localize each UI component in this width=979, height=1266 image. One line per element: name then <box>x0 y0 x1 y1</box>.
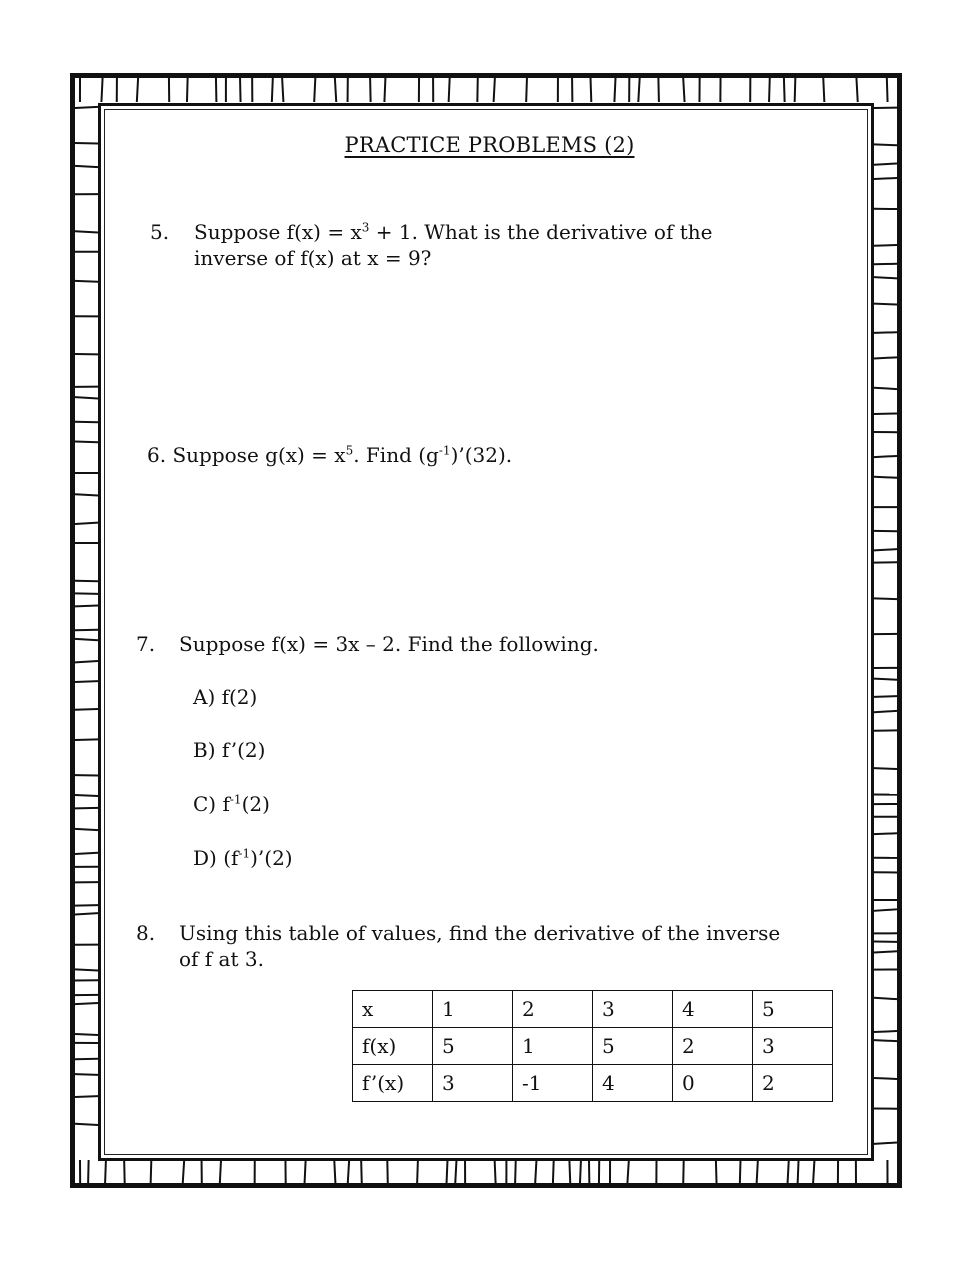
border-tick <box>75 281 98 282</box>
table-cell: f’(x) <box>353 1065 433 1102</box>
table-row <box>353 1028 833 1065</box>
border-tick <box>75 1003 98 1004</box>
table-cell: 1 <box>513 1028 593 1065</box>
border-tick <box>874 1142 897 1143</box>
table-cell: 0 <box>673 1065 753 1102</box>
border-tick <box>75 913 98 914</box>
table-cell: 1 <box>433 991 513 1028</box>
border-tick <box>874 477 897 478</box>
table-cell: 2 <box>513 991 593 1028</box>
border-tick <box>101 78 102 102</box>
border-tick <box>887 78 888 102</box>
border-tick <box>740 1160 741 1184</box>
border-tick <box>187 78 188 102</box>
border-tick <box>75 1124 98 1125</box>
border-tick <box>75 107 98 108</box>
border-tick <box>105 1160 106 1184</box>
border-tick <box>220 1160 221 1184</box>
border-tick <box>417 1160 418 1184</box>
border-tick <box>795 78 796 102</box>
border-tick <box>813 1160 814 1184</box>
border-tick <box>183 1160 184 1184</box>
border-tick <box>757 1160 758 1184</box>
border-tick <box>515 1160 516 1184</box>
problem-7-part-b: B) f’(2) <box>193 738 266 762</box>
table-cell: 5 <box>433 1028 513 1065</box>
border-tick <box>75 829 98 830</box>
border-tick <box>683 78 684 102</box>
border-tick <box>535 1160 536 1184</box>
table-cell: 3 <box>593 991 673 1028</box>
border-tick <box>874 388 897 389</box>
border-tick <box>874 1031 897 1032</box>
border-tick <box>75 397 98 398</box>
problem-number: 7. <box>136 632 156 656</box>
problem-7-part-a: A) f(2) <box>193 685 258 709</box>
values-table <box>352 990 833 1102</box>
problem-number: 5. <box>150 220 170 244</box>
border-tick <box>874 998 897 999</box>
problem-number: 6. <box>147 443 167 467</box>
border-tick <box>874 357 897 358</box>
border-tick <box>240 78 241 102</box>
border-tick <box>334 1160 335 1184</box>
table-row <box>353 1065 833 1102</box>
border-tick <box>88 1160 89 1184</box>
table-cell: x <box>353 991 433 1028</box>
border-tick <box>638 78 639 102</box>
border-tick <box>874 245 897 246</box>
border-tick <box>856 78 857 102</box>
border-tick <box>75 853 98 854</box>
border-tick <box>75 166 98 167</box>
border-tick <box>874 549 897 550</box>
border-tick <box>384 78 385 102</box>
table-cell: 5 <box>593 1028 673 1065</box>
border-tick <box>495 1160 496 1184</box>
border-tick <box>874 178 897 179</box>
border-tick <box>874 264 897 265</box>
border-tick <box>305 1160 306 1184</box>
border-tick <box>455 1160 456 1184</box>
table-cell: -1 <box>513 1065 593 1102</box>
border-tick <box>874 679 897 680</box>
border-tick <box>348 1160 349 1184</box>
border-tick <box>282 78 283 102</box>
border-tick <box>75 739 98 740</box>
border-tick <box>614 78 615 102</box>
border-tick <box>335 78 336 102</box>
problem-7-part-c: C) $f^{-1}(2)$ <box>193 792 270 816</box>
table-cell: 2 <box>673 1028 753 1065</box>
table-row <box>353 991 833 1028</box>
border-tick <box>75 795 98 796</box>
border-tick <box>874 909 897 910</box>
border-tick <box>314 78 315 102</box>
border-tick <box>449 78 450 102</box>
border-tick <box>75 630 98 631</box>
border-tick <box>75 606 98 607</box>
problem-number: 8. <box>136 921 156 945</box>
border-tick <box>75 442 98 443</box>
border-tick <box>874 1040 897 1041</box>
border-tick <box>75 1074 98 1075</box>
problem-7-part-d: D) $(f^{-1})’(2)$ <box>193 846 293 870</box>
table-cell: 4 <box>593 1065 673 1102</box>
border-tick <box>874 164 897 165</box>
border-tick <box>75 681 98 682</box>
border-tick <box>874 277 897 278</box>
problem-6: 6. Suppose $g(x) = x^5$. Find $(g^{-1})’(32)$. <box>147 443 513 467</box>
border-tick <box>75 709 98 710</box>
border-tick <box>75 593 98 594</box>
page-title: PRACTICE PROBLEMS (2) <box>344 133 635 157</box>
border-tick <box>75 231 98 232</box>
border-tick <box>874 711 897 712</box>
border-tick <box>447 1160 448 1184</box>
border-tick <box>75 1034 98 1035</box>
border-tick <box>75 639 98 640</box>
border-tick <box>874 768 897 769</box>
border-tick <box>874 696 897 697</box>
border-tick <box>75 523 98 524</box>
border-tick <box>526 78 527 102</box>
border-tick <box>798 1160 799 1184</box>
border-tick <box>874 598 897 599</box>
border-tick <box>874 304 897 305</box>
table-cell: 3 <box>433 1065 513 1102</box>
border-tick <box>124 1160 125 1184</box>
border-tick <box>716 1160 717 1184</box>
border-tick <box>553 1160 554 1184</box>
border-tick <box>874 833 897 834</box>
border-tick <box>272 78 273 102</box>
border-tick <box>151 1160 152 1184</box>
border-tick <box>370 78 371 102</box>
border-tick <box>494 78 495 102</box>
border-tick <box>788 1160 789 1184</box>
border-tick <box>75 661 98 662</box>
border-tick <box>769 78 770 102</box>
border-tick <box>784 78 785 102</box>
border-tick <box>874 332 897 333</box>
border-tick <box>75 1096 98 1097</box>
table-cell: 3 <box>753 1028 833 1065</box>
border-tick <box>658 78 659 102</box>
table-cell: 5 <box>753 991 833 1028</box>
border-tick <box>137 78 138 102</box>
border-tick <box>361 1160 362 1184</box>
table-cell: 2 <box>753 1065 833 1102</box>
border-tick <box>874 1078 897 1079</box>
border-tick <box>823 78 824 102</box>
border-tick <box>75 905 98 906</box>
border-tick <box>580 1160 581 1184</box>
border-tick <box>591 78 592 102</box>
table-cell: 4 <box>673 991 753 1028</box>
border-tick <box>75 494 98 495</box>
border-tick <box>75 969 98 970</box>
table-cell: f(x) <box>353 1028 433 1065</box>
border-tick <box>569 1160 570 1184</box>
border-tick <box>627 1160 628 1184</box>
border-tick <box>874 456 897 457</box>
